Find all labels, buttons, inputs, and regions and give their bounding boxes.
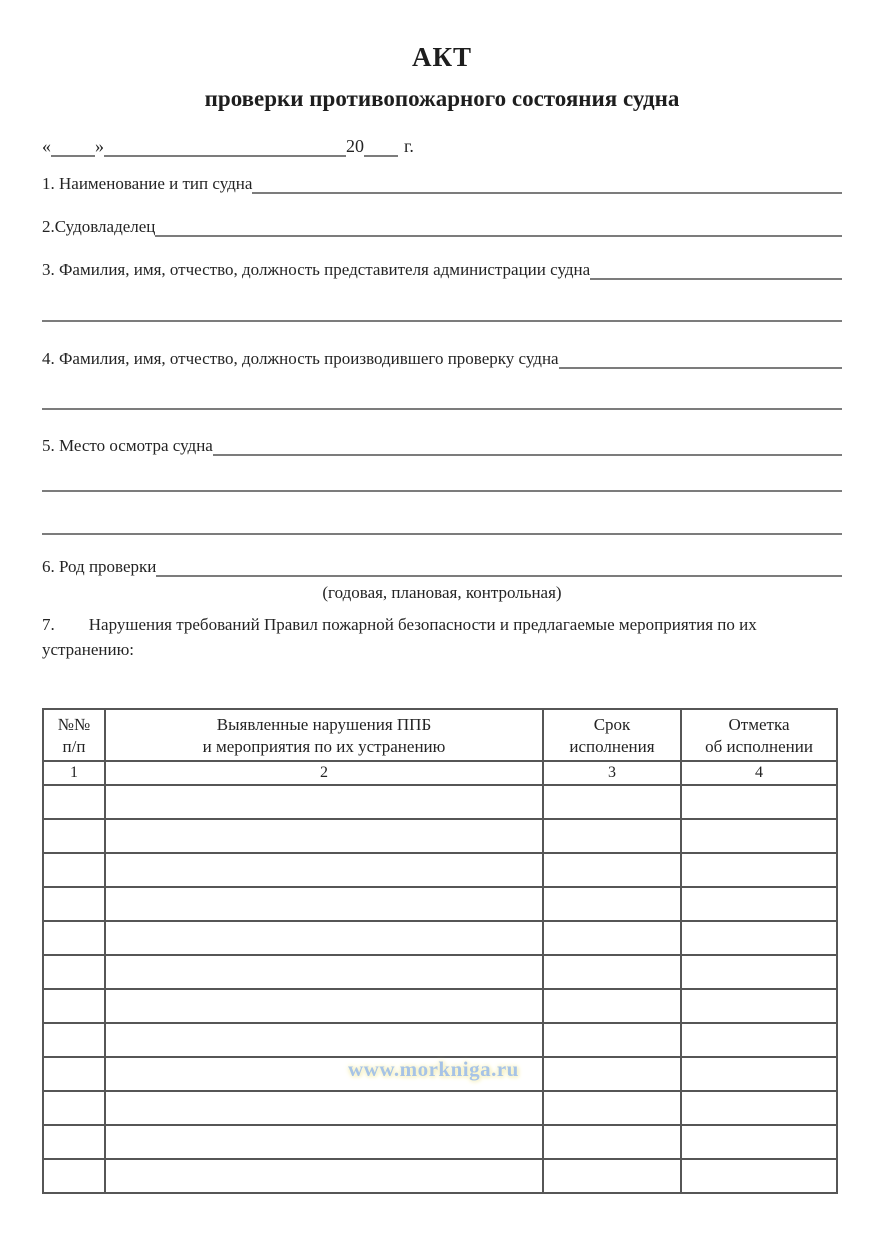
table-cell: [681, 1091, 837, 1125]
date-year-blank: [364, 129, 398, 157]
table-cell: [105, 1125, 543, 1159]
document-title: АКТ: [411, 42, 473, 72]
date-close-quote: »: [95, 136, 104, 156]
table-cell: [105, 1057, 543, 1091]
table-cell: [43, 819, 105, 853]
field-vessel-name: [42, 168, 842, 194]
col-header-completion-mark-line2: об исполнении: [705, 737, 813, 756]
table-cell: [543, 853, 681, 887]
table-cell: [681, 785, 837, 819]
col-index-4: 4: [681, 761, 837, 785]
blank-line: [590, 252, 842, 280]
blank-line: [213, 428, 842, 456]
col-header-violations-line2: и мероприятия по их устранению: [202, 737, 446, 756]
table-cell: [543, 819, 681, 853]
field-inspector-label: 4. Фамилия, имя, отчество, должность производившего проверку судна: [42, 349, 559, 368]
table-cell: [681, 1023, 837, 1057]
table-cell: [681, 887, 837, 921]
field-inspector: [42, 343, 842, 369]
table-cell: [681, 989, 837, 1023]
table-row: [43, 785, 837, 819]
table-header-row: [43, 709, 837, 761]
field-inspection-place-label: 5. Место осмотра судна: [42, 436, 213, 455]
table-cell: [43, 1159, 105, 1193]
field-inspection-place: [42, 430, 842, 456]
table-cell: [543, 1125, 681, 1159]
table-cell: [543, 785, 681, 819]
table-cell: [105, 1159, 543, 1193]
continuation-line: [42, 320, 842, 322]
table-cell: [543, 955, 681, 989]
table-row: [43, 1057, 837, 1091]
field-inspection-type: [42, 551, 842, 577]
table-cell: [43, 989, 105, 1023]
blank-line: [156, 549, 842, 577]
table-cell: [105, 887, 543, 921]
col-header-deadline: [543, 709, 681, 761]
violations-table: [42, 708, 838, 1194]
table-cell: [105, 785, 543, 819]
field-inspection-type-label: 6. Род проверки: [42, 557, 157, 576]
table-cell: [543, 1091, 681, 1125]
field-administration-representative: [42, 254, 842, 280]
blank-line: [155, 209, 842, 237]
paragraph-violations-text: Нарушения требований Правил пожарной безопасности и предлагаемые мероприятия по их устранению:: [42, 615, 757, 659]
table-cell: [43, 1091, 105, 1125]
col-index-3: 3: [543, 761, 681, 785]
table-row: [43, 989, 837, 1023]
table-cell: [43, 1057, 105, 1091]
watermark: www.morkniga.ru: [348, 1057, 519, 1081]
date-open-quote: «: [42, 136, 51, 156]
table-cell: [105, 1023, 543, 1057]
table-row: [43, 887, 837, 921]
table-row: [43, 1023, 837, 1057]
col-header-number-line2: п/п: [62, 737, 86, 756]
col-index-2: 2: [105, 761, 543, 785]
table-cell: [681, 819, 837, 853]
table-cell: [43, 921, 105, 955]
table-cell: [43, 1125, 105, 1159]
col-index-1: 1: [43, 761, 105, 785]
table-cell: [105, 819, 543, 853]
table-row: [43, 1091, 837, 1125]
table-row: [43, 819, 837, 853]
table-cell: [681, 921, 837, 955]
table-cell: [43, 785, 105, 819]
date-year-prefix: 20: [346, 136, 364, 156]
col-header-number-line1: №№: [57, 715, 91, 734]
field-inspection-type-hint: (годовая, плановая, контрольная): [322, 583, 562, 602]
continuation-line: [42, 408, 842, 410]
table-cell: [43, 853, 105, 887]
table-row: [43, 955, 837, 989]
continuation-line: [42, 490, 842, 492]
table-cell: [105, 921, 543, 955]
table-cell: [105, 955, 543, 989]
table-row: [43, 1125, 837, 1159]
col-header-completion-mark: [681, 709, 837, 761]
field-shipowner: [42, 211, 842, 237]
col-header-number: [43, 709, 105, 761]
col-header-deadline-line1: Срок: [593, 715, 631, 734]
table-cell: [543, 887, 681, 921]
table-cell: [681, 1125, 837, 1159]
table-cell: [105, 989, 543, 1023]
table-row: [43, 853, 837, 887]
date-line: [42, 131, 842, 157]
paragraph-violations: [42, 612, 842, 662]
table-cell: [681, 1159, 837, 1193]
table-cell: [543, 1057, 681, 1091]
table-row: [43, 1159, 837, 1193]
field-vessel-name-label: 1. Наименование и тип судна: [42, 174, 253, 193]
table-row: [43, 921, 837, 955]
blank-line: [559, 341, 842, 369]
table-cell: [681, 853, 837, 887]
date-year-suffix: г.: [404, 136, 414, 156]
table-cell: [105, 853, 543, 887]
table-cell: [43, 887, 105, 921]
field-shipowner-label: 2.Судовладелец: [42, 217, 156, 236]
table-cell: [543, 1023, 681, 1057]
col-header-violations-line1: Выявленные нарушения ППБ: [216, 715, 432, 734]
col-header-violations: [105, 709, 543, 761]
table-cell: [43, 1023, 105, 1057]
table-cell: [543, 1159, 681, 1193]
blank-line: [252, 166, 842, 194]
document-subtitle: проверки противопожарного состояния судна: [204, 86, 680, 111]
table-cell: [681, 955, 837, 989]
date-month-blank: [104, 129, 346, 157]
paragraph-violations-number: 7.: [42, 615, 55, 634]
field-administration-representative-label: 3. Фамилия, имя, отчество, должность представителя администрации судна: [42, 260, 591, 279]
table-cell: [543, 921, 681, 955]
date-day-blank: [51, 129, 95, 157]
table-cell: [43, 955, 105, 989]
table-cell: [681, 1057, 837, 1091]
table-index-row: [43, 761, 837, 785]
col-header-deadline-line2: исполнения: [569, 737, 655, 756]
table-cell: [543, 989, 681, 1023]
col-header-completion-mark-line1: Отметка: [728, 715, 790, 734]
table-cell: [105, 1091, 543, 1125]
continuation-line: [42, 533, 842, 535]
